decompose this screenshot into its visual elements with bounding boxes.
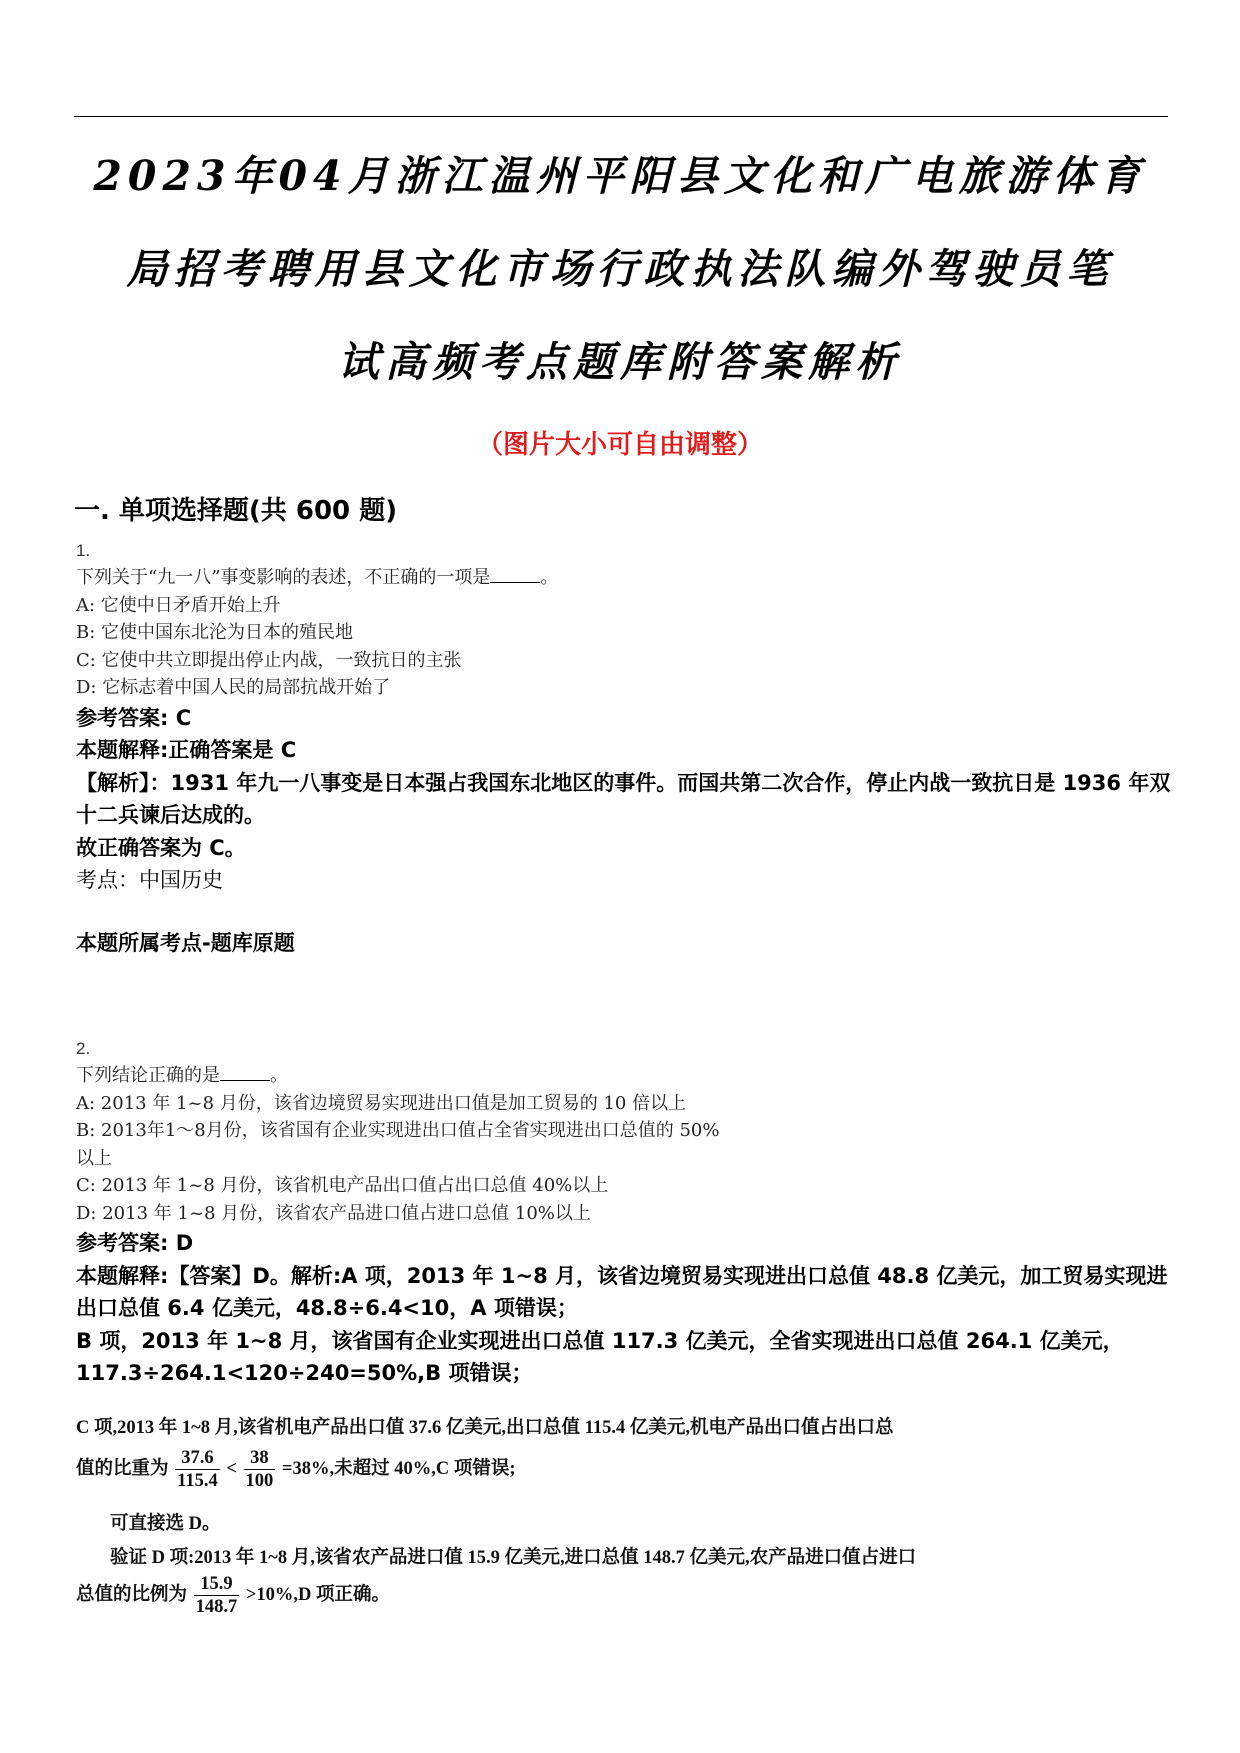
scan-c-ratio <box>76 1447 516 1492</box>
fraction-denominator: 115.4 <box>177 1471 218 1491</box>
analysis-text: 【解析】：1931 年九一八事变是日本强占我国东北地区的事件。而国共第二次合作，停止内战一致抗日是 1936 年双十二兵谏后达成的。 <box>76 770 1171 827</box>
subtitle-note: （图片大小可自由调整） <box>476 430 763 460</box>
document-title <box>70 130 1170 409</box>
scanned-explanation-image <box>76 1413 1136 1633</box>
stem-text: 下列关于“九一八”事变影响的表述，不正确的一项是 <box>76 567 491 588</box>
option-a: A: 2013 年 1~8 月份，该省边境贸易实现进出口值是加工贸易的 10 倍以上 <box>76 1092 687 1114</box>
section-heading: 一. 单项选择题(共 600 题) <box>74 496 398 526</box>
fraction-15-9-over-148-7 <box>194 1573 240 1618</box>
scan-d-ratio-suffix: >10%,D 项正确。 <box>245 1584 391 1605</box>
fraction-numerator: 15.9 <box>194 1573 240 1596</box>
knowledge-point: 考点：中国历史 <box>76 868 223 892</box>
reference-answer: 参考答案: D <box>76 1231 194 1255</box>
question-source: 本题所属考点-题库原题 <box>76 930 295 955</box>
scan-c-line: C 项,2013 年 1~8 月,该省机电产品出口值 37.6 亿美元,出口总值 115.4 亿美元,机电产品出口值占出口总 <box>76 1418 894 1438</box>
reference-answer: 参考答案: C <box>76 705 192 730</box>
question-1 <box>76 538 1176 959</box>
scan-direct-choose: 可直接选 D。 <box>110 1514 221 1534</box>
header-rule <box>74 116 1168 117</box>
option-b: B: 2013年1～8月份，该省国有企业实现进出口值占全省实现进出口总值的 50% <box>76 1120 720 1141</box>
option-d: D: 它标志着中国人民的局部抗战开始了 <box>76 677 391 698</box>
option-b-continued: 以上 <box>76 1147 112 1169</box>
option-c: C: 2013 年 1~8 月份，该省机电产品出口值占出口总值 40%以上 <box>76 1175 609 1196</box>
scan-c-ratio-suffix: =38%,未超过 40%,C 项错误; <box>281 1458 516 1479</box>
fraction-37-6-over-115-4 <box>175 1447 220 1492</box>
answer-blank <box>220 1064 270 1081</box>
stem-end: 。 <box>540 567 559 588</box>
fraction-38-over-100 <box>244 1447 276 1492</box>
question-stem <box>76 1062 1176 1090</box>
explanation-label: 本题解释:正确答案是 C <box>76 738 297 762</box>
option-b: B: 它使中国东北沦为日本的殖民地 <box>76 622 354 643</box>
explanation-text: 本题解释:【答案】D。解析:A 项，2013 年 1~8 月，该省边境贸易实现进出口总值 48.8 亿美元，加工贸易实现进出口总值 6.4 亿美元，48.8÷6.4<10，A 项错误； <box>76 1263 1168 1320</box>
conclusion-text: 故正确答案为 C。 <box>76 835 246 860</box>
less-than-sign: < <box>226 1458 237 1479</box>
scan-c-ratio-prefix: 值的比重为 <box>76 1458 169 1479</box>
fraction-denominator: 148.7 <box>195 1597 238 1617</box>
title-line-3: 试高频考点题库附答案解析 <box>338 338 902 386</box>
scan-d-line: 验证 D 项:2013 年 1~8 月,该省农产品进口值 15.9 亿美元,进口总值 148.7 亿美元,农产品进口值占进口 <box>110 1548 917 1568</box>
fraction-numerator: 38 <box>244 1447 276 1470</box>
scan-d-ratio <box>76 1573 390 1618</box>
stem-text: 下列结论正确的是 <box>76 1065 220 1086</box>
fraction-denominator: 100 <box>245 1471 274 1491</box>
option-c: C: 它使中共立即提出停止内战，一致抗日的主张 <box>76 649 462 671</box>
title-line-2: 局招考聘用县文化市场行政执法队编外驾驶员笔 <box>126 245 1114 293</box>
stem-end: 。 <box>270 1065 288 1086</box>
explanation-b: B 项，2013 年 1~8 月，该省国有企业实现进出口总值 117.3 亿美元，全省实现进出口总值 264.1 亿美元，117.3÷264.1<120÷240=50%,B 项错误； <box>76 1328 1124 1385</box>
question-number: 2. <box>76 1039 91 1058</box>
question-number: 1. <box>76 541 91 560</box>
title-line-1: 2023年04月浙江温州平阳县文化和广电旅游体育 <box>93 152 1147 200</box>
option-d: D: 2013 年 1~8 月份，该省农产品进口值占进口总值 10%以上 <box>76 1202 591 1224</box>
question-stem <box>76 564 1176 592</box>
option-a: A: 它使中日矛盾开始上升 <box>76 594 281 616</box>
fraction-numerator: 37.6 <box>175 1447 220 1470</box>
scan-d-ratio-prefix: 总值的比例为 <box>76 1584 188 1605</box>
question-2 <box>76 1036 1176 1390</box>
answer-blank <box>490 566 540 583</box>
